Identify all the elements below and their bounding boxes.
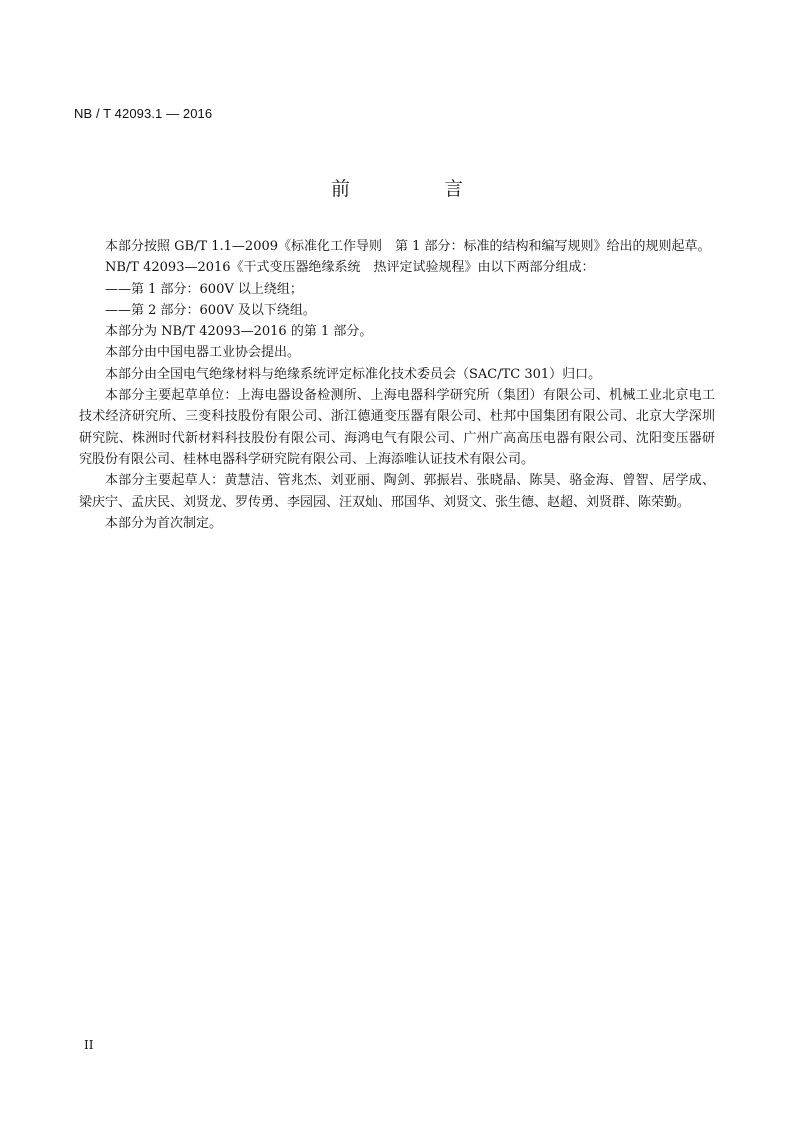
- paragraph-proposed-by: 本部分由中国电器工业协会提出。: [105, 345, 301, 361]
- paragraph-drafters: 本部分主要起草人：黄慧洁、管兆杰、刘亚丽、陶剑、郭振岩、张晓晶、陈昊、骆金海、曾智、居学成、梁庆宁、孟庆民、刘贤龙、罗传勇、李园园、汪双灿、邢国华、刘贤文、张生德、赵超、刘贤群、陈荣勤。: [79, 473, 715, 510]
- page-title: 前 言: [330, 178, 508, 200]
- standard-code: NB / T 42093.1 — 2016: [74, 106, 213, 121]
- paragraph-standard-composition: NB/T 42093—2016《干式变压器绝缘系统 热评定试验规程》由以下两部分组成：: [105, 260, 595, 276]
- paragraph-part-statement: 本部分为 NB/T 42093—2016 的第 1 部分。: [105, 324, 373, 340]
- paragraph-first-edition: 本部分为首次制定。: [105, 515, 223, 531]
- paragraph-drafting-organizations: 本部分主要起草单位：上海电器设备检测所、上海电器科学研究所（集团）有限公司、机械工业北京电工技术经济研究所、三变科技股份有限公司、浙江德通变压器有限公司、杜邦中国集团有限公司、北京大学深圳研究院、株洲时代新材料科技股份有限公司、海鸿电气有限公司、广州广高高压电器有限公司、沈阳变压器研究股份有限公司、桂林电器科学研究院有限公司、上海添唯认证技术有限公司。: [79, 388, 715, 467]
- list-item-part-1: ——第 1 部分：600V 以上绕组；: [105, 281, 303, 297]
- foreword-body: [79, 236, 715, 534]
- page-number: II: [84, 1038, 94, 1052]
- list-item-part-2: ——第 2 部分：600V 及以下绕组。: [105, 302, 316, 318]
- paragraph-drafting-rules: 本部分按照 GB/T 1.1—2009《标准化工作导则 第 1 部分：标准的结构和编写规则》给出的规则起草。: [105, 239, 711, 254]
- paragraph-administered-by: 本部分由全国电气绝缘材料与绝缘系统评定标准化技术委员会（SAC/TC 301）归口。: [105, 366, 602, 382]
